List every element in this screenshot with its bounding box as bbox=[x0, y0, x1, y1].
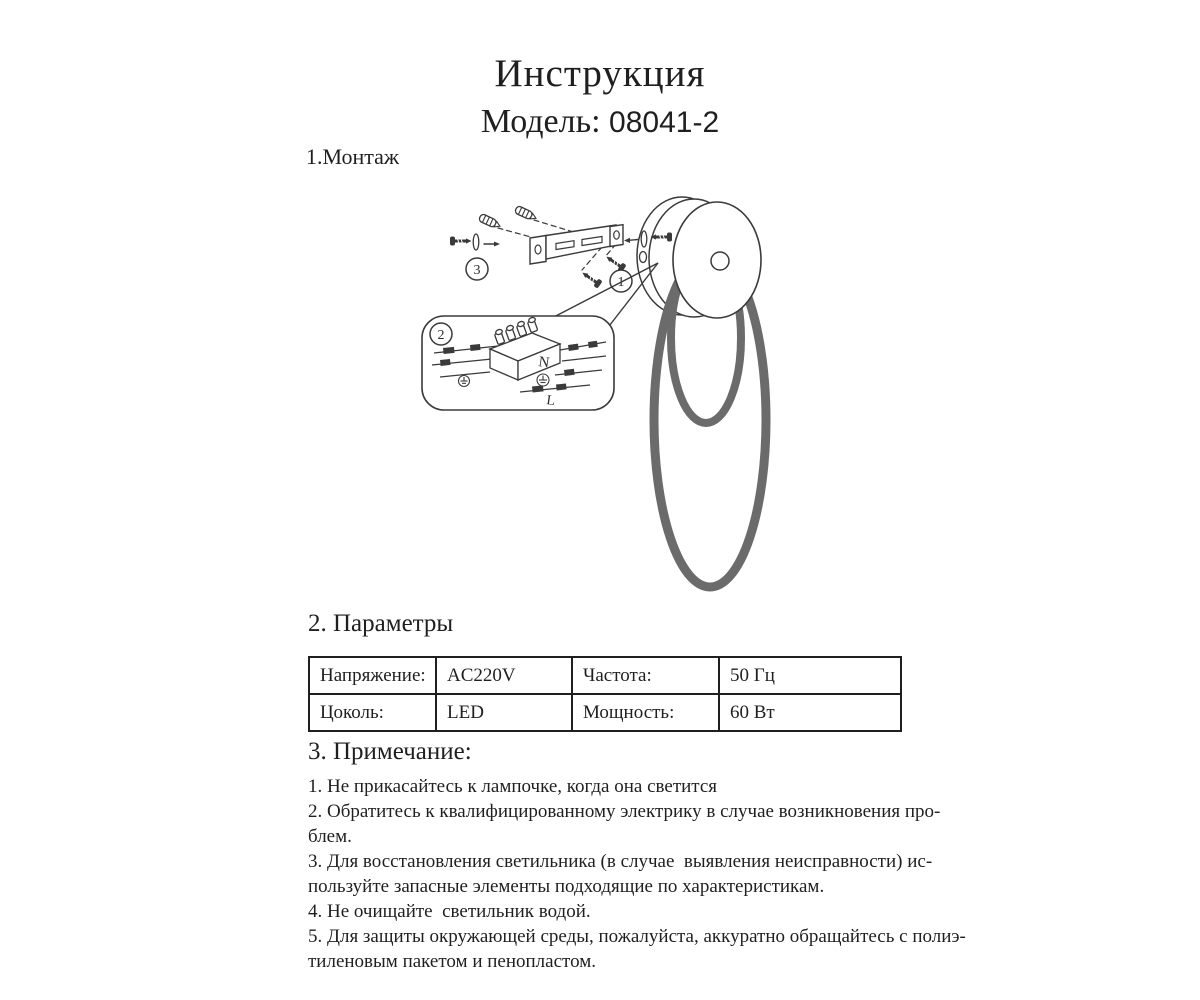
montage-diagram-svg bbox=[410, 183, 810, 605]
note-line: блем. bbox=[308, 826, 352, 847]
notes-list bbox=[308, 774, 966, 974]
model-label: Модель: bbox=[480, 103, 601, 140]
arrow-right-icon bbox=[484, 242, 500, 247]
montage-diagram bbox=[410, 183, 810, 605]
step-1-number: 1 bbox=[617, 275, 625, 290]
step-3-number: 3 bbox=[473, 263, 481, 278]
note-line: 3. Для восстановления светильника (в случае выявления неисправности) ис- bbox=[308, 851, 933, 872]
step-1-badge bbox=[610, 270, 632, 292]
param-value: LED bbox=[436, 694, 572, 731]
wire-l-label: L bbox=[545, 393, 557, 410]
step-2-badge bbox=[430, 323, 452, 345]
param-label: Частота: bbox=[572, 657, 719, 694]
wire-n-label: N bbox=[537, 354, 551, 372]
parameters-table bbox=[308, 656, 902, 732]
note-line: пользуйте запасные элементы подходящие по характеристикам. bbox=[308, 876, 825, 897]
model-line bbox=[0, 104, 1200, 140]
note-line: 5. Для защиты окружающей среды, пожалуйста, аккуратно обращайтесь с полиэ- bbox=[308, 926, 966, 947]
param-value: 60 Вт bbox=[719, 694, 901, 731]
param-label: Мощность: bbox=[572, 694, 719, 731]
washer-icon bbox=[473, 234, 479, 250]
note-line: 2. Обратитесь к квалифицированному электрику в случае возникновения про- bbox=[308, 801, 941, 822]
step-2-number: 2 bbox=[437, 328, 445, 343]
backplate-hole bbox=[640, 252, 647, 263]
param-value: AC220V bbox=[436, 657, 572, 694]
section-heading-montage: 1.Монтаж bbox=[306, 144, 400, 169]
screw-icon bbox=[580, 269, 603, 289]
model-number: 08041-2 bbox=[609, 106, 720, 139]
washer-icon bbox=[641, 231, 647, 247]
param-label: Цоколь: bbox=[309, 694, 436, 731]
page-title: Инструкция bbox=[494, 52, 706, 95]
arrow-left-icon bbox=[624, 238, 638, 243]
section-heading-notes: 3. Примечание: bbox=[308, 738, 472, 765]
lamp-front-disc bbox=[673, 202, 761, 318]
screw-icon bbox=[450, 237, 472, 246]
center-screw-cap bbox=[711, 252, 729, 270]
param-label: Напряжение: bbox=[309, 657, 436, 694]
table-row bbox=[309, 694, 901, 731]
note-line: тиленовым пакетом и пенопластом. bbox=[308, 951, 596, 972]
note-line: 4. Не очищайте светильник водой. bbox=[308, 901, 591, 922]
step-3-badge bbox=[466, 258, 488, 280]
param-value: 50 Гц bbox=[719, 657, 901, 694]
section-heading-params: 2. Параметры bbox=[308, 610, 454, 637]
table-row bbox=[309, 657, 901, 694]
note-line: 1. Не прикасайтесь к лампочке, когда она светится bbox=[308, 776, 718, 797]
